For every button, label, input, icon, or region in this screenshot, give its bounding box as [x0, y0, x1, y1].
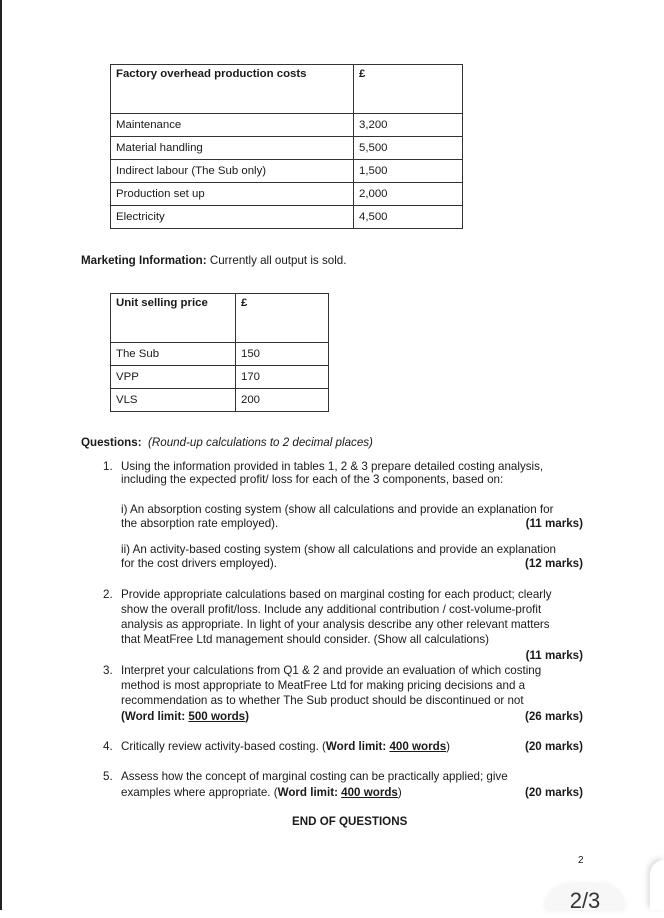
table-row	[111, 366, 329, 389]
table-row	[111, 137, 463, 160]
subquestion-line: ii) An activity-based costing system (show all calculations and provide an explanation	[121, 543, 556, 556]
window-edge	[0, 0, 2, 910]
question-number: 2.	[103, 588, 113, 601]
marks-label: (11 marks)	[525, 649, 583, 662]
table-header-row	[111, 294, 329, 343]
questions-heading	[81, 435, 373, 450]
cell: 5,500	[354, 137, 463, 160]
word-limit-label: Word limit:	[277, 786, 342, 799]
marks-label: (20 marks)	[524, 786, 583, 799]
cell: Material handling	[111, 137, 354, 160]
subquestion-line: for the cost drivers employed).	[121, 557, 277, 570]
table-row	[111, 114, 463, 137]
word-limit-label: (Word limit:	[121, 710, 189, 723]
cell: 2,000	[354, 183, 463, 206]
subquestion-line: the absorption rate employed).	[121, 517, 279, 530]
question-line: show the overall profit/loss. Include any additional contribution / cost-volume-profit	[121, 603, 542, 616]
word-limit-close: )	[397, 786, 402, 799]
word-limit-value: 400 words	[389, 740, 447, 753]
word-limit-close: )	[245, 710, 249, 723]
question-text: Critically review activity-based costing. (	[121, 740, 326, 753]
cell: 170	[236, 366, 329, 389]
cell: Electricity	[111, 206, 354, 229]
cell: 150	[236, 343, 329, 366]
marketing-label: Marketing Information:	[81, 254, 207, 267]
question-number: 4.	[103, 740, 113, 753]
question-line: recommendation as to whether The Sub product should be discontinued or not	[121, 694, 524, 707]
table-row	[111, 160, 463, 183]
cell: 3,200	[354, 114, 463, 137]
marketing-info	[81, 253, 346, 268]
question-line: Provide appropriate calculations based on marginal costing for each product; clearly	[121, 588, 552, 601]
cell: Indirect labour (The Sub only)	[111, 160, 354, 183]
cell: VLS	[111, 389, 236, 412]
overhead-costs-table	[110, 64, 463, 229]
question-line: that MeatFree Ltd management should consider. (Show all calculations)	[121, 633, 489, 646]
marks-label: (12 marks)	[524, 557, 583, 570]
table-row	[111, 343, 329, 366]
question-line	[121, 785, 402, 800]
subquestion-line: i) An absorption costing system (show all calculations and provide an explanation for	[121, 503, 554, 516]
cell: 1,500	[354, 160, 463, 183]
floating-action-button[interactable]	[650, 860, 664, 910]
question-line: Assess how the concept of marginal costing can be practically applied; give	[121, 770, 508, 783]
selling-price-table	[110, 293, 329, 412]
question-text: examples where appropriate. (	[121, 786, 278, 799]
word-limit	[121, 709, 249, 724]
word-limit-close: )	[446, 740, 451, 753]
cell: 4,500	[354, 206, 463, 229]
table-row	[111, 183, 463, 206]
page-indicator: 2/3	[545, 884, 625, 910]
question-line: including the expected profit/ loss for each of the 3 components, based on:	[121, 473, 504, 486]
marks-label: (11 marks)	[525, 517, 583, 530]
marketing-text: Currently all output is sold.	[206, 254, 347, 267]
question-line: method is most appropriate to MeatFree Ltd for making pricing decisions and a	[121, 679, 526, 692]
table-row	[111, 389, 329, 412]
word-limit-value: 500 words	[188, 710, 246, 723]
marks-label: (26 marks)	[524, 710, 583, 723]
marks-label: (20 marks)	[524, 740, 583, 753]
question-number: 3.	[103, 664, 113, 677]
header-cell: Unit selling price	[111, 294, 236, 343]
cell: Maintenance	[111, 114, 354, 137]
end-of-questions: END OF QUESTIONS	[292, 815, 408, 828]
question-line: analysis as appropriate. In light of your analysis describe any other relevant matters	[121, 618, 550, 631]
question-number: 5.	[103, 770, 113, 783]
header-cell: Factory overhead production costs	[111, 65, 354, 114]
table-row	[111, 206, 463, 229]
header-cell: £	[354, 65, 463, 114]
question-line: Interpret your calculations from Q1 & 2 and provide an evaluation of which costing	[121, 664, 542, 677]
cell: Production set up	[111, 183, 354, 206]
word-limit-value: 400 words	[341, 786, 398, 799]
question-line: Using the information provided in tables 1, 2 & 3 prepare detailed costing analysis,	[121, 460, 544, 473]
word-limit-label: Word limit:	[325, 740, 390, 753]
page-number: 2	[578, 855, 584, 866]
header-cell: £	[236, 294, 329, 343]
question-number: 1.	[103, 460, 113, 473]
cell: 200	[236, 389, 329, 412]
cell: The Sub	[111, 343, 236, 366]
questions-label: Questions:	[81, 436, 142, 449]
cell: VPP	[111, 366, 236, 389]
question-line	[121, 739, 450, 754]
table-header-row	[111, 65, 463, 114]
questions-note: (Round-up calculations to 2 decimal places)	[148, 436, 373, 449]
